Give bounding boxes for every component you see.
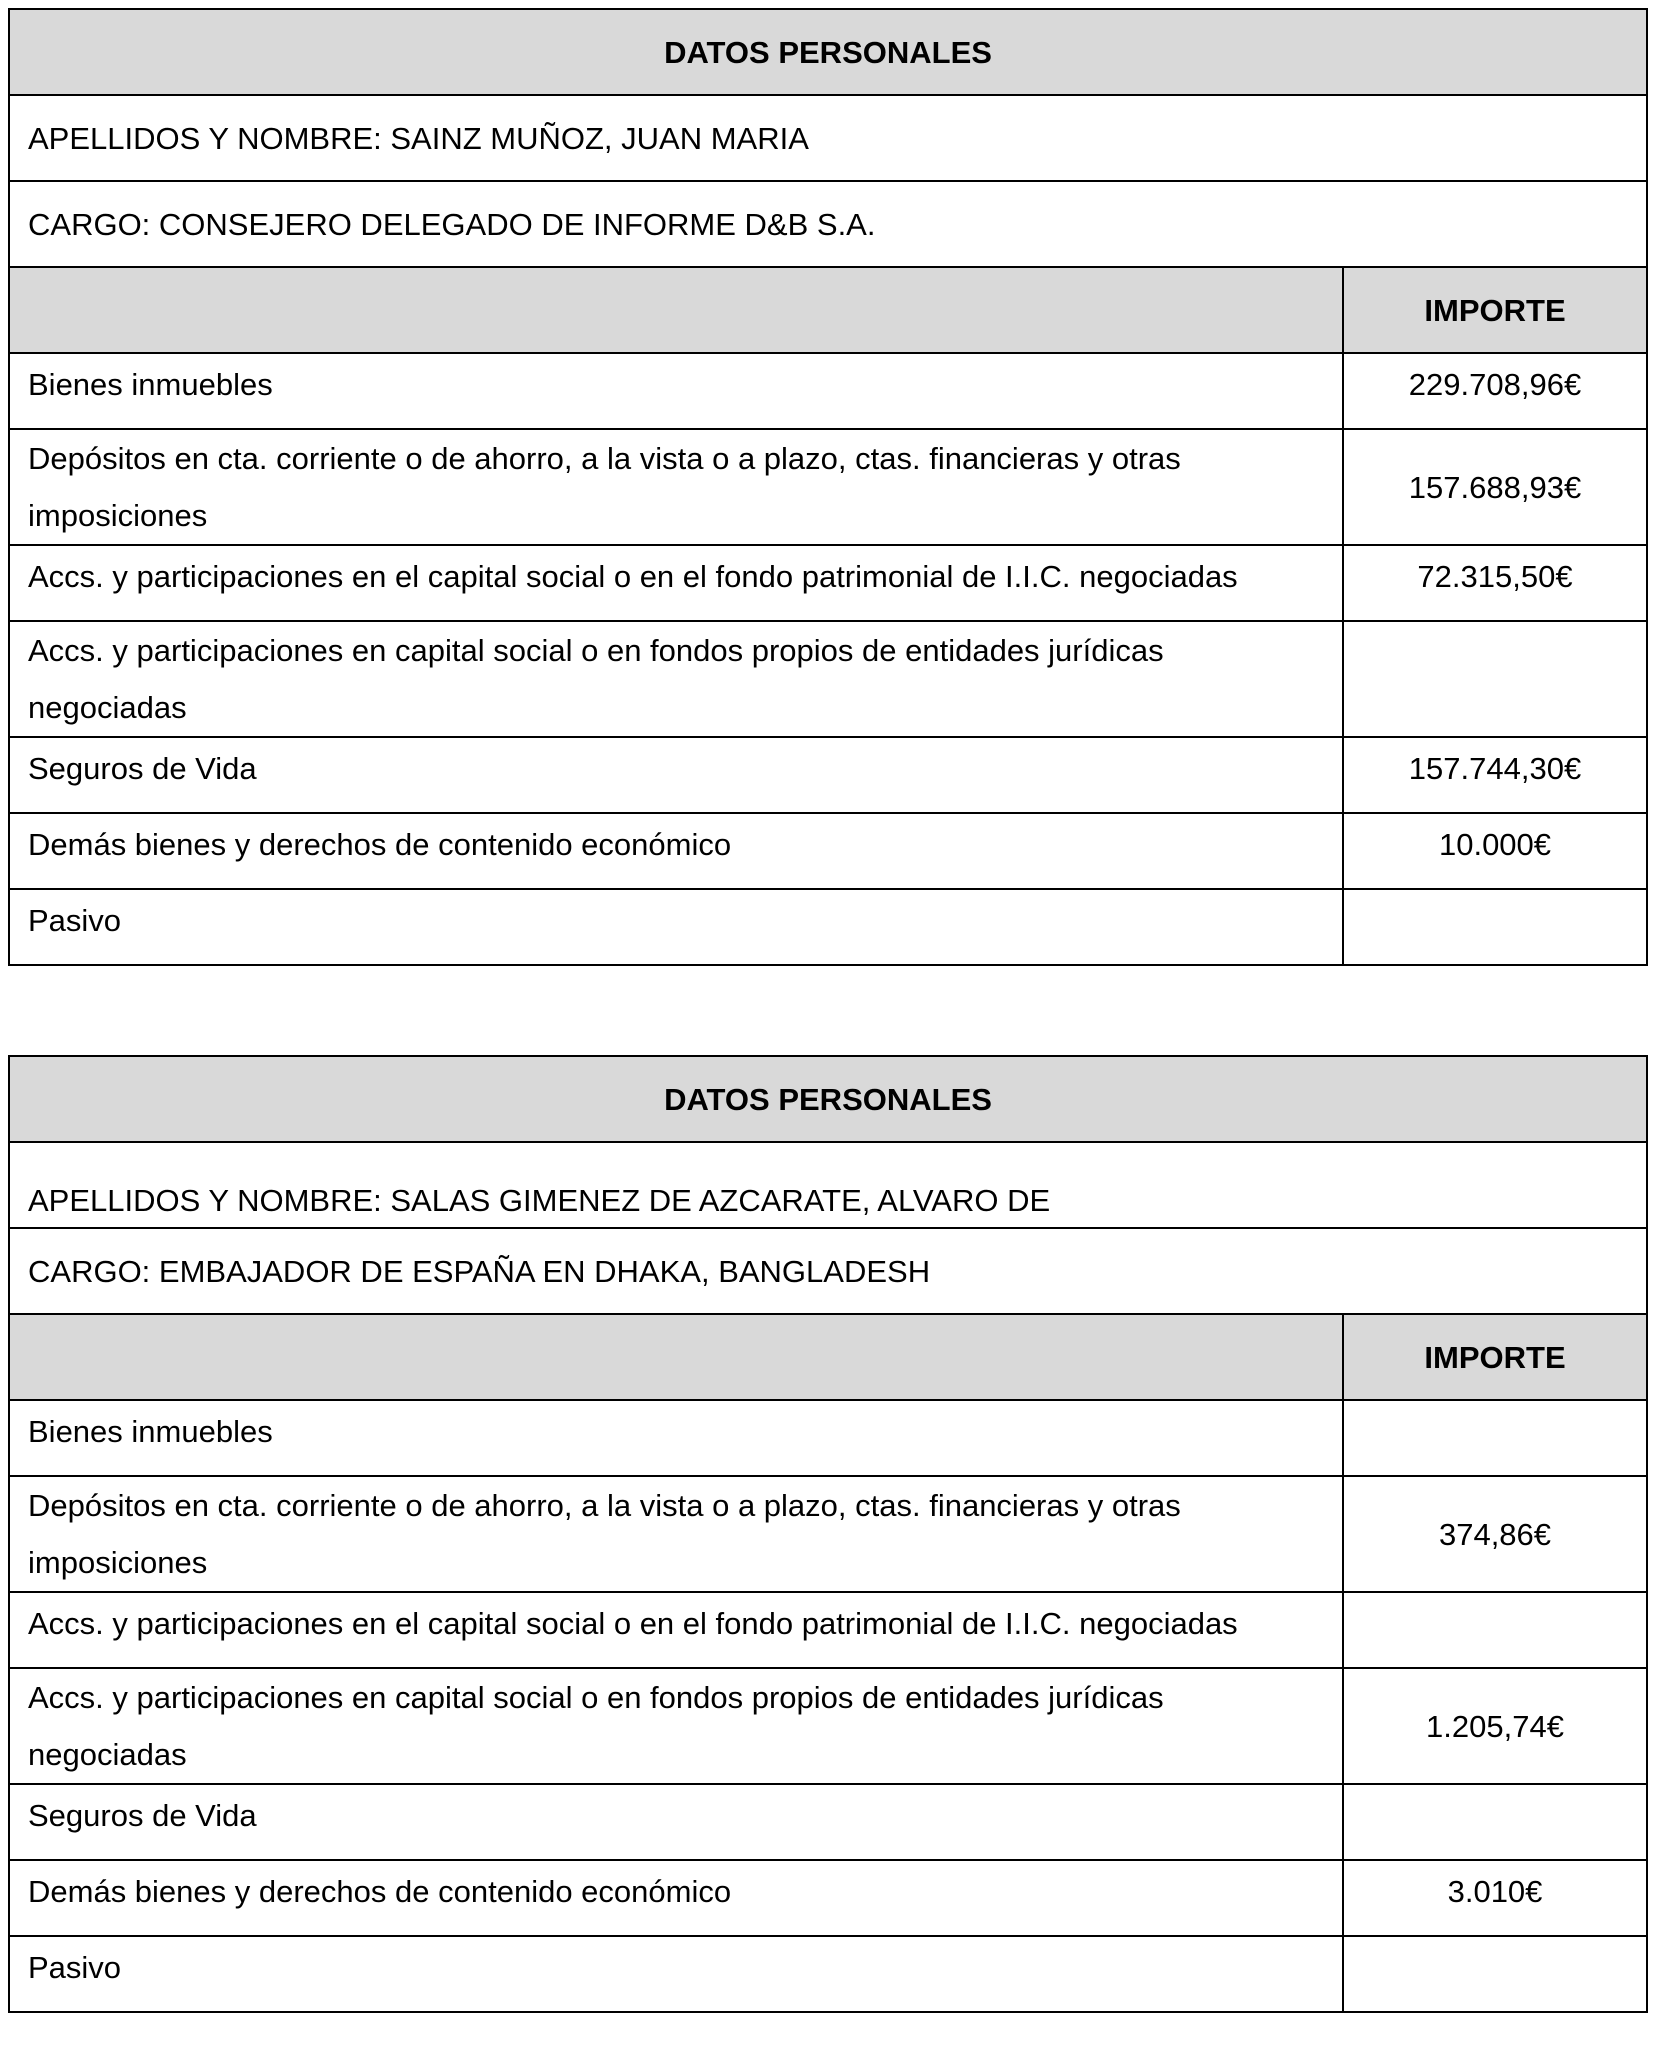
row-label: Depósitos en cta. corriente o de ahorro, a la vista o a plazo, ctas. financieras y otras imposiciones	[9, 1476, 1343, 1592]
row-label: Depósitos en cta. corriente o de ahorro, a la vista o a plazo, ctas. financieras y otras imposiciones	[9, 429, 1343, 545]
row-amount: 10.000€	[1343, 813, 1647, 889]
row-amount	[1343, 1400, 1647, 1476]
row-label: Pasivo	[9, 1936, 1343, 2012]
row-amount: 229.708,96€	[1343, 353, 1647, 429]
table-row	[9, 353, 1647, 429]
table-row	[9, 429, 1647, 545]
row-label: Seguros de Vida	[9, 1784, 1343, 1860]
row-label: Demás bienes y derechos de contenido económico	[9, 813, 1343, 889]
row-label: Seguros de Vida	[9, 737, 1343, 813]
row-label: Pasivo	[9, 889, 1343, 965]
row-amount	[1343, 889, 1647, 965]
full-name: APELLIDOS Y NOMBRE: SALAS GIMENEZ DE AZCARATE, ALVARO DE	[9, 1142, 1647, 1228]
table-row	[9, 1936, 1647, 2012]
table-row	[9, 1784, 1647, 1860]
position: CARGO: CONSEJERO DELEGADO DE INFORME D&B S.A.	[9, 181, 1647, 267]
position: CARGO: EMBAJADOR DE ESPAÑA EN DHAKA, BANGLADESH	[9, 1228, 1647, 1314]
row-amount	[1343, 1936, 1647, 2012]
row-label: Accs. y participaciones en el capital social o en el fondo patrimonial de I.I.C. negociadas	[9, 1592, 1343, 1668]
full-name: APELLIDOS Y NOMBRE: SAINZ MUÑOZ, JUAN MARIA	[9, 95, 1647, 181]
row-amount	[1343, 621, 1647, 737]
row-label: Bienes inmuebles	[9, 1400, 1343, 1476]
table-row	[9, 1592, 1647, 1668]
row-amount: 157.688,93€	[1343, 429, 1647, 545]
column-header-importe: IMPORTE	[1343, 267, 1647, 353]
table-row	[9, 813, 1647, 889]
row-label: Accs. y participaciones en el capital social o en el fondo patrimonial de I.I.C. negociadas	[9, 545, 1343, 621]
column-header-importe: IMPORTE	[1343, 1314, 1647, 1400]
table-row	[9, 1668, 1647, 1784]
table-row	[9, 545, 1647, 621]
table-row	[9, 737, 1647, 813]
declaration-table-2	[8, 1055, 1648, 2013]
section-header: DATOS PERSONALES	[9, 1056, 1647, 1142]
column-header-blank	[9, 1314, 1343, 1400]
row-label: Accs. y participaciones en capital social o en fondos propios de entidades jurídicas negociadas	[9, 1668, 1343, 1784]
declaration-table-1	[8, 8, 1648, 966]
row-label: Demás bienes y derechos de contenido económico	[9, 1860, 1343, 1936]
row-amount: 157.744,30€	[1343, 737, 1647, 813]
table-row	[9, 1400, 1647, 1476]
row-amount	[1343, 1784, 1647, 1860]
row-label: Bienes inmuebles	[9, 353, 1343, 429]
table-row	[9, 889, 1647, 965]
row-label: Accs. y participaciones en capital social o en fondos propios de entidades jurídicas negociadas	[9, 621, 1343, 737]
table-row	[9, 1860, 1647, 1936]
row-amount: 1.205,74€	[1343, 1668, 1647, 1784]
column-header-blank	[9, 267, 1343, 353]
row-amount: 374,86€	[1343, 1476, 1647, 1592]
table-row	[9, 1476, 1647, 1592]
section-header: DATOS PERSONALES	[9, 9, 1647, 95]
row-amount: 3.010€	[1343, 1860, 1647, 1936]
row-amount: 72.315,50€	[1343, 545, 1647, 621]
table-row	[9, 621, 1647, 737]
row-amount	[1343, 1592, 1647, 1668]
